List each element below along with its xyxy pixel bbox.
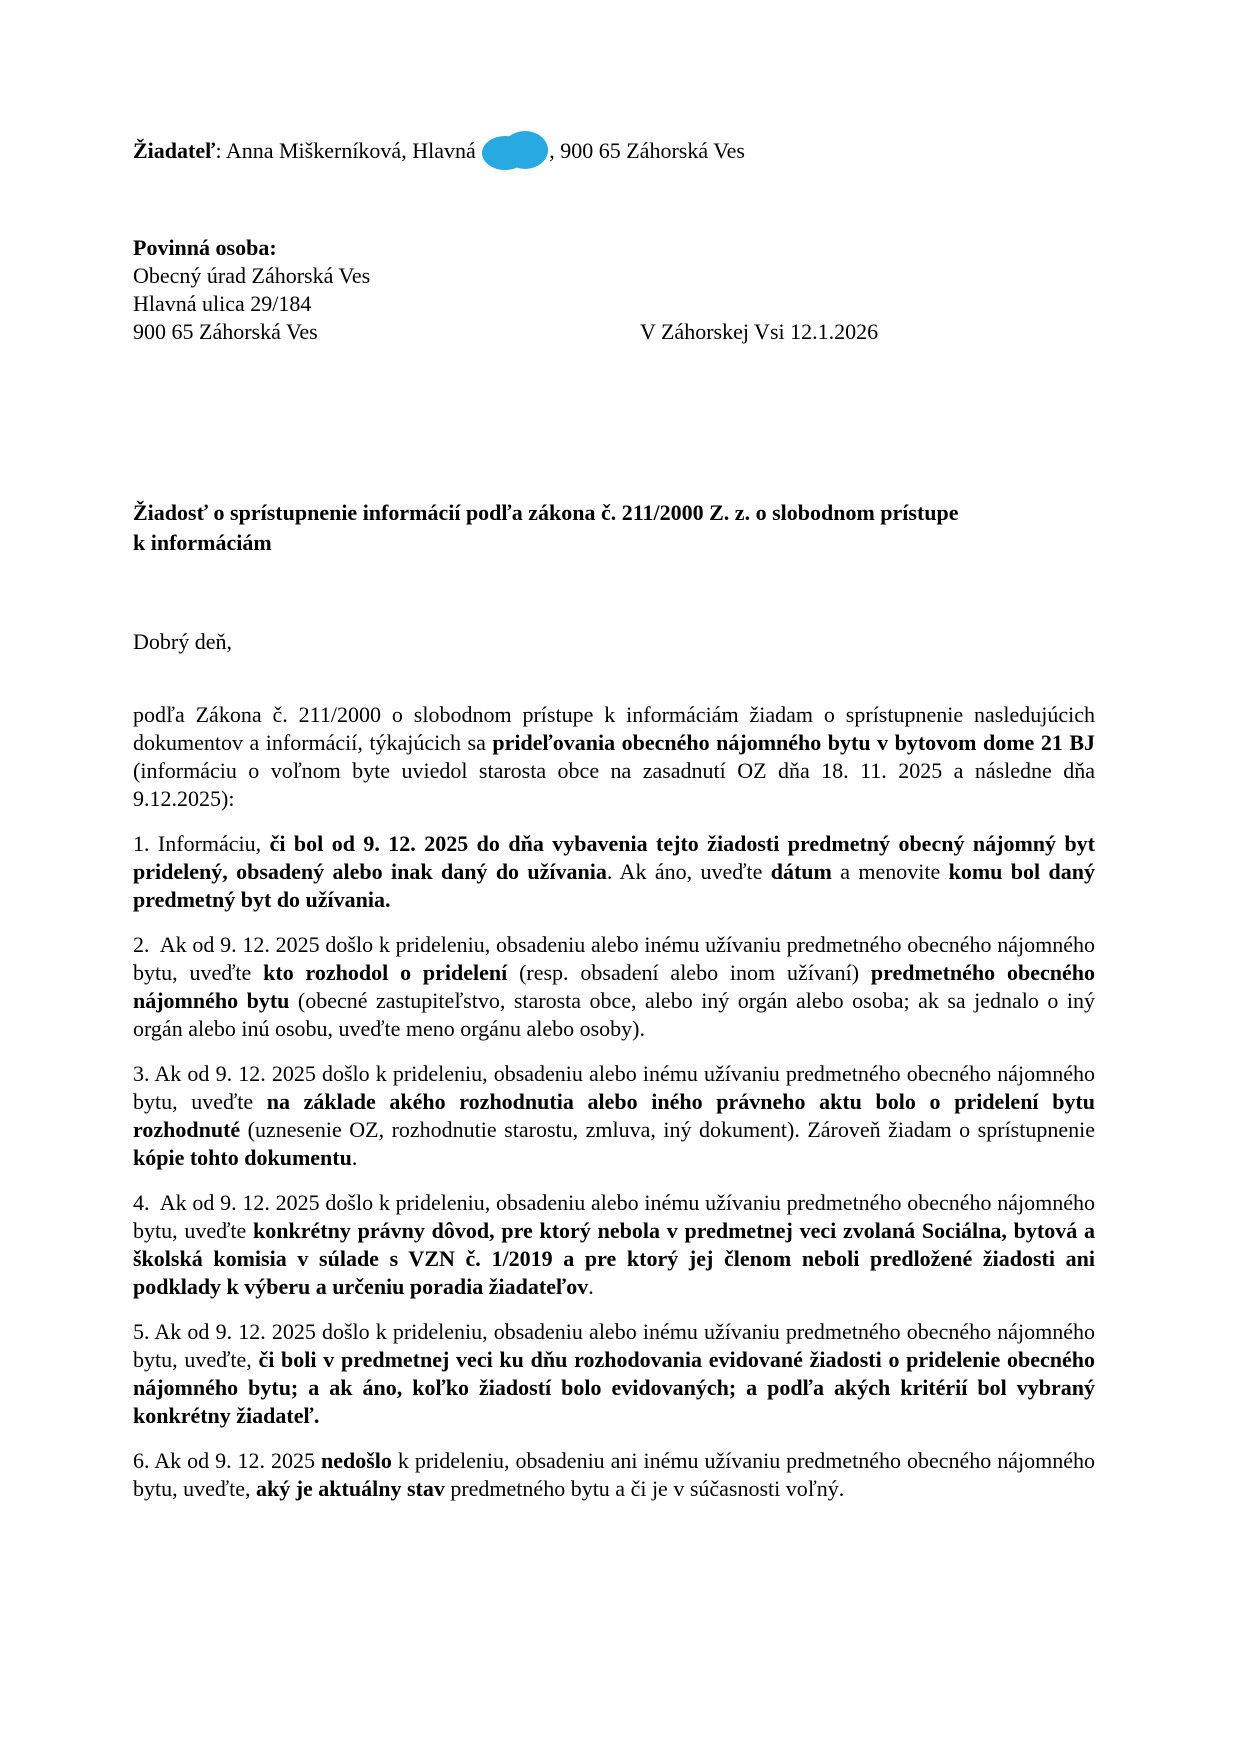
applicant-label: Žiadateľ bbox=[133, 138, 216, 163]
intro-paragraph: podľa Zákona č. 211/2000 o slobodnom prístupe k informáciám žiadam o sprístupnenie nasledujúcich dokumentov a informácií, týkajúcich sa prideľovania obecného nájomného bytu v bytovom dome 21 BJ (informáciu o voľnom byte uviedol starosta obce na zasadnutí OZ dňa 18. 11. 2025 a následne dňa 9.12.2025): bbox=[133, 702, 1095, 811]
recipient-label: Povinná osoba: bbox=[133, 235, 277, 260]
applicant-line bbox=[133, 130, 1095, 170]
request-item-6: 6. Ak od 9. 12. 2025 nedošlo k prideleniu, obsadeniu ani inému užívaniu predmetného obecného nájomného bytu, uveďte, aký je aktuálny stav predmetného bytu a či je v súčasnosti voľný. bbox=[133, 1448, 1095, 1501]
recipient-address-line: Obecný úrad Záhorská Ves bbox=[133, 263, 371, 288]
request-item-3: 3. Ak od 9. 12. 2025 došlo k prideleniu, obsadeniu alebo inému užívaniu predmetného obecného nájomného bytu, uveďte na základe akého rozhodnutia alebo iného právneho aktu bolo o pridelení bytu rozhodnuté (uznesenie OZ, rozhodnutie starostu, zmluva, iný dokument). Zároveň žiadam o sprístupnenie kópie tohto dokumentu. bbox=[133, 1061, 1095, 1170]
recipient-address-line: 900 65 Záhorská Ves bbox=[133, 319, 318, 344]
applicant-text-after: , 900 65 Záhorská Ves bbox=[549, 138, 745, 163]
request-item-2: 2. Ak od 9. 12. 2025 došlo k prideleniu, obsadeniu alebo inému užívaniu predmetného obecného nájomného bytu, uveďte kto rozhodol o pridelení (resp. obsadení alebo inom užívaní) predmetného obecného nájomného bytu (obecné zastupiteľstvo, starosta obce, alebo iný orgán alebo osoba; ak sa jednalo o iný orgán alebo inú osobu, uveďte meno orgánu alebo osoby). bbox=[133, 932, 1096, 1041]
applicant-text-before: : Anna Miškerníková, Hlavná bbox=[215, 138, 482, 163]
recipient-address-line: Hlavná ulica 29/184 bbox=[133, 291, 312, 316]
dateline: V Záhorskej Vsi 12.1.2026 bbox=[640, 319, 879, 344]
request-item-5: 5. Ak od 9. 12. 2025 došlo k prideleniu, obsadeniu alebo inému užívaniu predmetného obecného nájomného bytu, uveďte, či boli v predmetnej veci ku dňu rozhodovania evidované žiadosti o pridelenie obecného nájomného bytu; a ak áno, koľko žiadostí bolo evidovaných; a podľa akých kritérií bol vybraný konkrétny žiadateľ. bbox=[133, 1319, 1096, 1428]
subject-line-2: k informáciám bbox=[133, 530, 272, 555]
redaction-blob-icon bbox=[482, 130, 548, 170]
subject-line-1: Žiadosť o sprístupnenie informácií podľa zákona č. 211/2000 Z. z. o slobodnom prístupe bbox=[133, 500, 959, 525]
address-date-row bbox=[133, 318, 1095, 346]
request-item-1: 1. Informáciu, či bol od 9. 12. 2025 do dňa vybavenia tejto žiadosti predmetný obecný nájomný byt pridelený, obsadený alebo inak daný do užívania. Ak áno, uveďte dátum a menovite komu bol daný predmetný byt do užívania. bbox=[133, 831, 1096, 912]
request-item-4: 4. Ak od 9. 12. 2025 došlo k prideleniu, obsadeniu alebo inému užívaniu predmetného obecného nájomného bytu, uveďte konkrétny právny dôvod, pre ktorý nebola v predmetnej veci zvolaná Sociálna, bytová a školská komisia v súlade s VZN č. 1/2019 a pre ktorý jej členom neboli predložené žiadosti ani podklady k výberu a určeniu poradia žiadateľov. bbox=[133, 1190, 1095, 1299]
redaction-mark bbox=[482, 130, 548, 170]
greeting: Dobrý deň, bbox=[133, 629, 232, 654]
subject-heading bbox=[133, 498, 1095, 558]
letter-content bbox=[133, 0, 1095, 1520]
